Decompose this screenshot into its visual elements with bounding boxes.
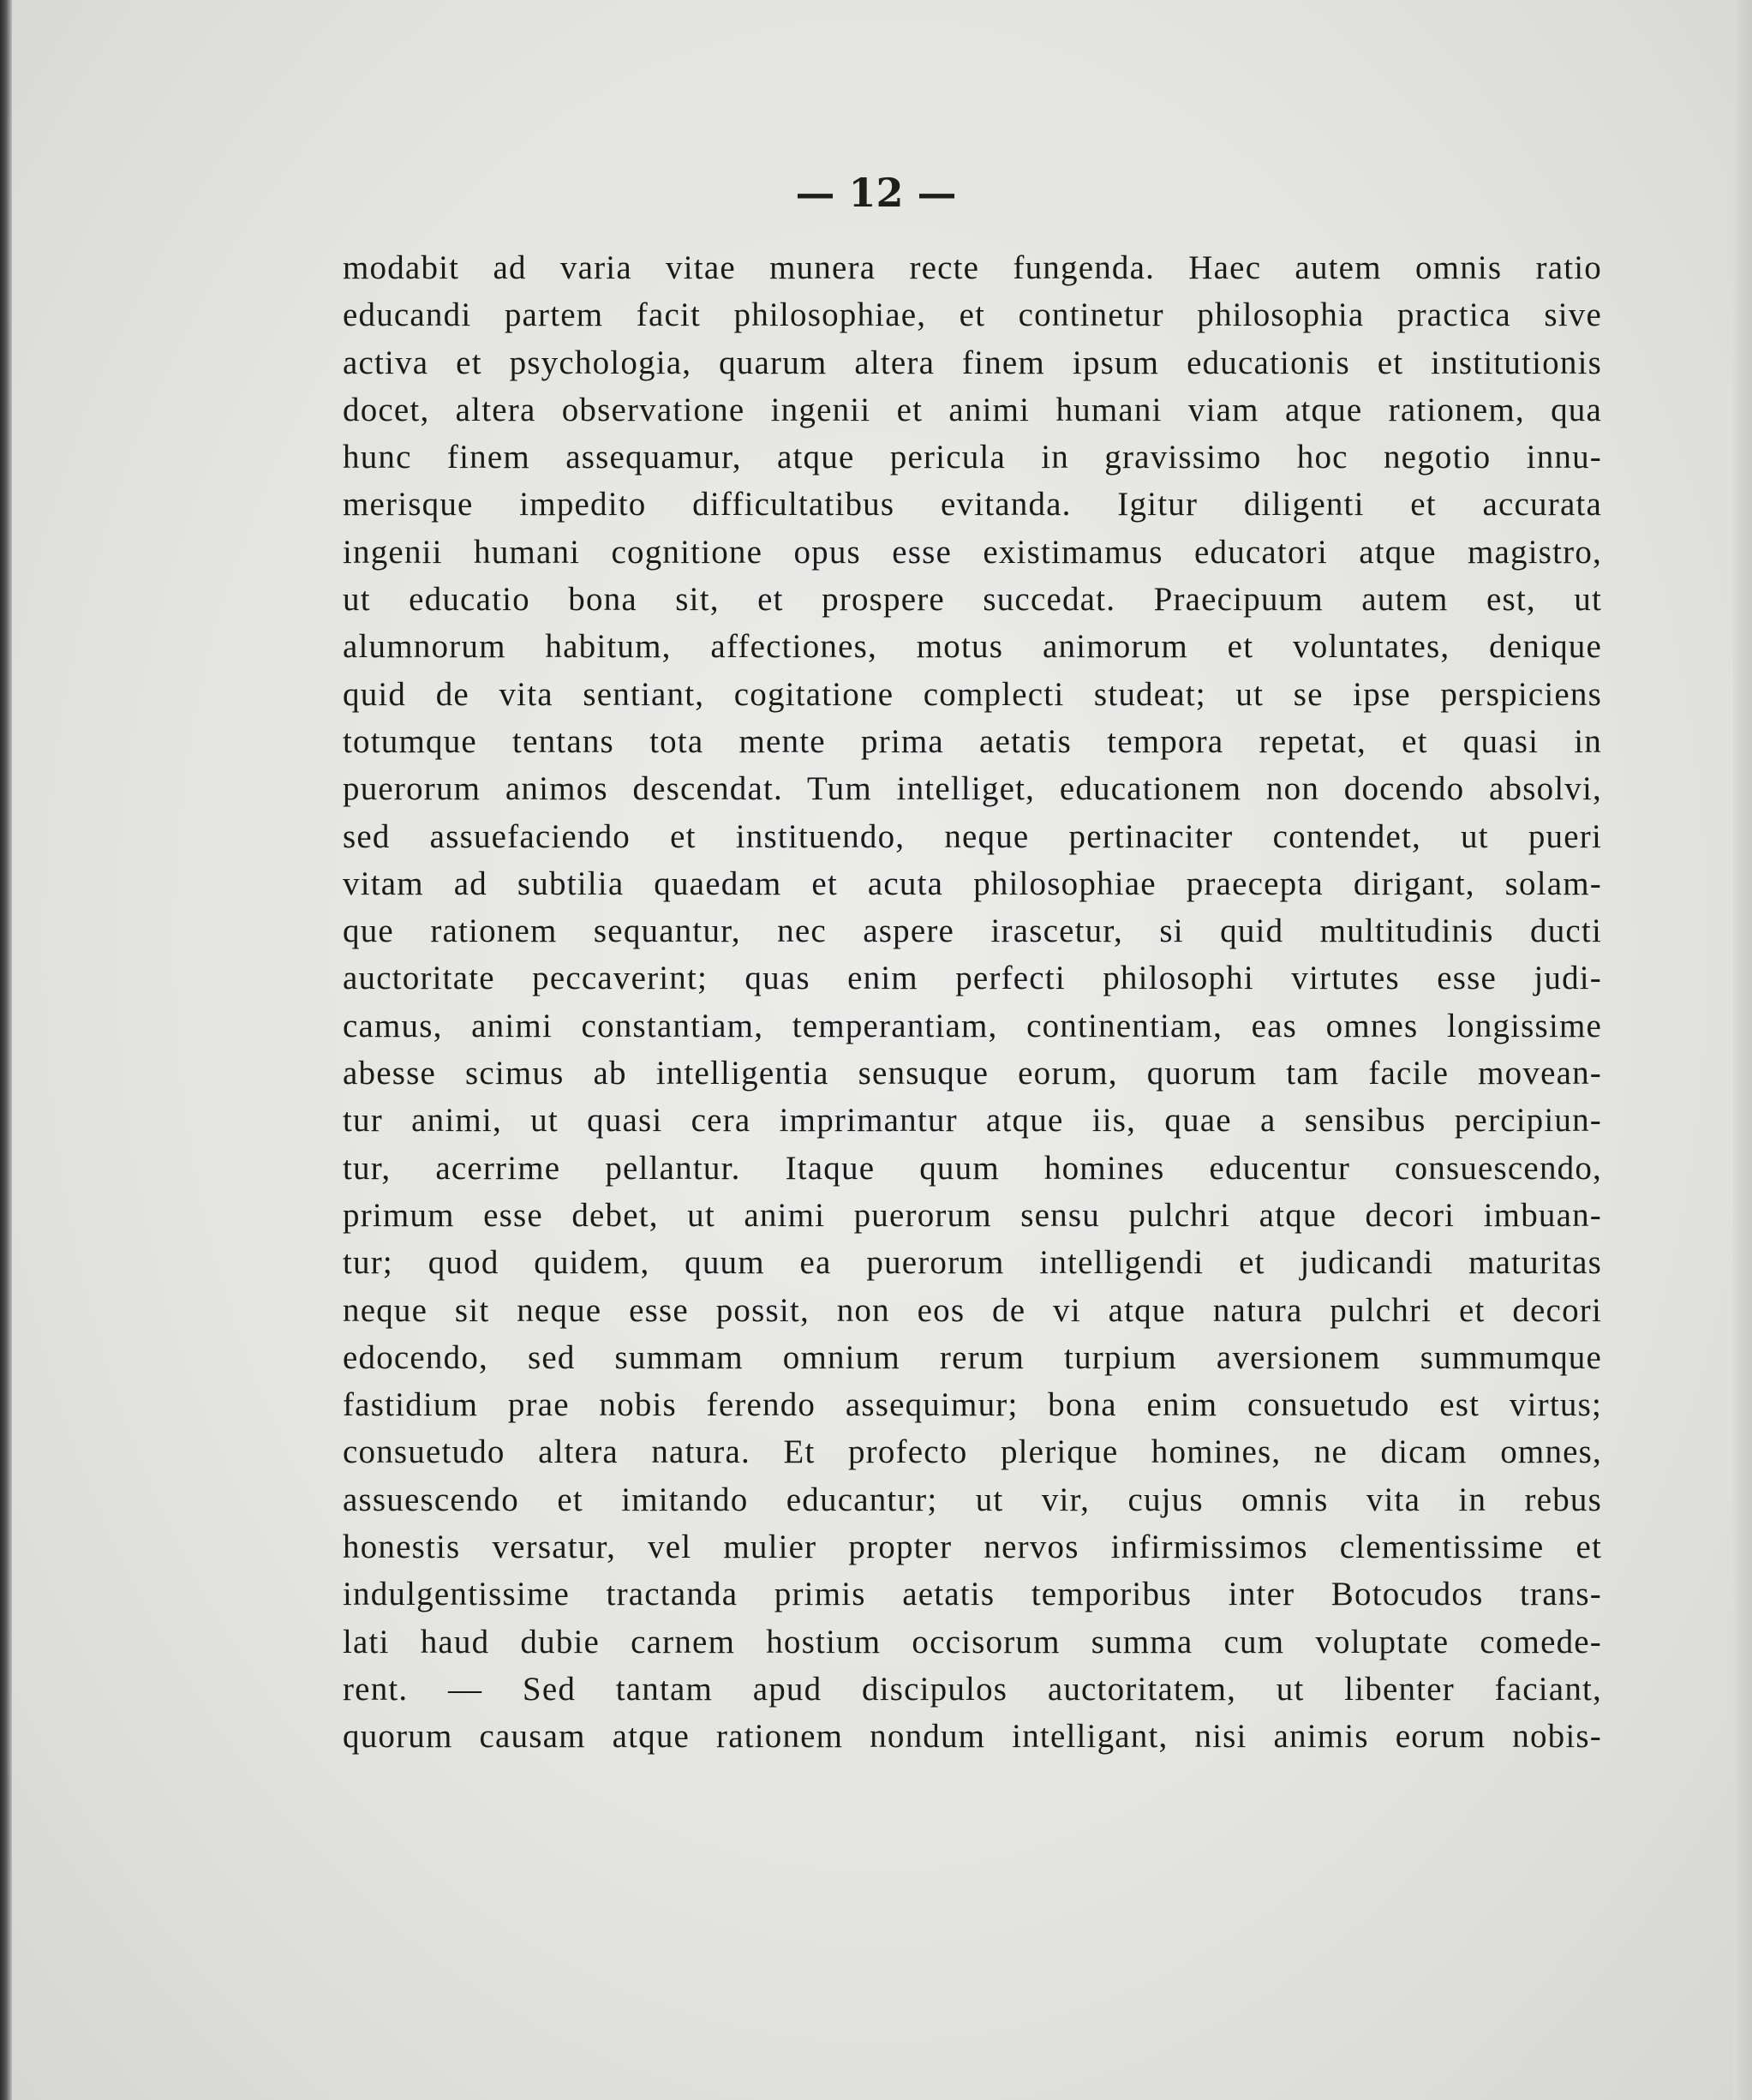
text-line: hunc finem assequamur, atque pericula in gravissimo hoc negotio innu-	[343, 439, 1602, 476]
page-number-header: — 12 —	[795, 170, 957, 216]
text-line: modabit ad varia vitae munera recte fungenda. Haec autem omnis ratio	[343, 249, 1602, 286]
text-line: assuescendo et imitando educantur; ut vir, cujus omnis vita in rebus	[343, 1481, 1602, 1518]
text-line: que rationem sequantur, nec aspere irascetur, si quid multitudinis ducti	[343, 912, 1602, 950]
text-line: lati haud dubie carnem hostium occisorum summa cum voluptate comede-	[343, 1623, 1602, 1660]
text-line: auctoritate peccaverint; quas enim perfecti philosophi virtutes esse judi-	[343, 960, 1602, 997]
text-line: sed assuefaciendo et instituendo, neque pertinaciter contendet, ut pueri	[343, 817, 1602, 855]
text-line: ut educatio bona sit, et prospere succedat. Praecipuum autem est, ut	[343, 581, 1602, 619]
text-line: camus, animi constantiam, temperantiam, continentiam, eas omnes longissime	[343, 1007, 1602, 1044]
text-line: consuetudo altera natura. Et profecto plerique homines, ne dicam omnes,	[343, 1433, 1602, 1471]
body-text	[343, 244, 1602, 1761]
text-line: merisque impedito difficultatibus evitanda. Igitur diligenti et accurata	[343, 486, 1602, 524]
text-line: primum esse debet, ut animi puerorum sensu pulchri atque decori imbuan-	[343, 1196, 1602, 1234]
text-line: docet, altera observatione ingenii et animi humani viam atque rationem, qua	[343, 391, 1602, 428]
text-line: tur animi, ut quasi cera imprimantur atque iis, quae a sensibus percipiun-	[343, 1102, 1602, 1140]
text-line: quorum causam atque rationem nondum intelligant, nisi animis eorum nobis-	[343, 1718, 1602, 1756]
text-line: activa et psychologia, quarum altera finem ipsum educationis et institutionis	[343, 344, 1602, 381]
text-line: tur, acerrime pellantur. Itaque quum homines educentur consuescendo,	[343, 1149, 1602, 1187]
text-line: indulgentissime tractanda primis aetatis temporibus inter Botocudos trans-	[343, 1576, 1602, 1613]
text-line: vitam ad subtilia quaedam et acuta philosophiae praecepta dirigant, solam-	[343, 865, 1602, 902]
text-line: ingenii humani cognitione opus esse existimamus educatori atque magistro,	[343, 533, 1602, 571]
text-line: rent. — Sed tantam apud discipulos auctoritatem, ut libenter faciant,	[343, 1670, 1602, 1708]
page-right-edge	[1733, 0, 1752, 2100]
text-line: abesse scimus ab intelligentia sensuque eorum, quorum tam facile movean-	[343, 1055, 1602, 1092]
text-line: puerorum animos descendat. Tum intelliget, educationem non docendo absolvi,	[343, 770, 1602, 808]
text-line: fastidium prae nobis ferendo assequimur; bona enim consuetudo est virtus;	[343, 1386, 1602, 1424]
text-line: totumque tentans tota mente prima aetatis tempora repetat, et quasi in	[343, 722, 1602, 760]
text-line: tur; quod quidem, quum ea puerorum intelligendi et judicandi maturitas	[343, 1244, 1602, 1282]
text-line: edocendo, sed summam omnium rerum turpium aversionem summumque	[343, 1338, 1602, 1376]
text-line: quid de vita sentiant, cogitatione complecti studeat; ut se ipse perspiciens	[343, 675, 1602, 713]
text-line: alumnorum habitum, affectiones, motus animorum et voluntates, denique	[343, 628, 1602, 666]
text-line: educandi partem facit philosophiae, et continetur philosophia practica sive	[343, 296, 1602, 334]
text-line: neque sit neque esse possit, non eos de vi atque natura pulchri et decori	[343, 1291, 1602, 1329]
text-line: honestis versatur, vel mulier propter nervos infirmissimos clementissime et	[343, 1529, 1602, 1566]
page-binding-shadow	[0, 0, 12, 2100]
